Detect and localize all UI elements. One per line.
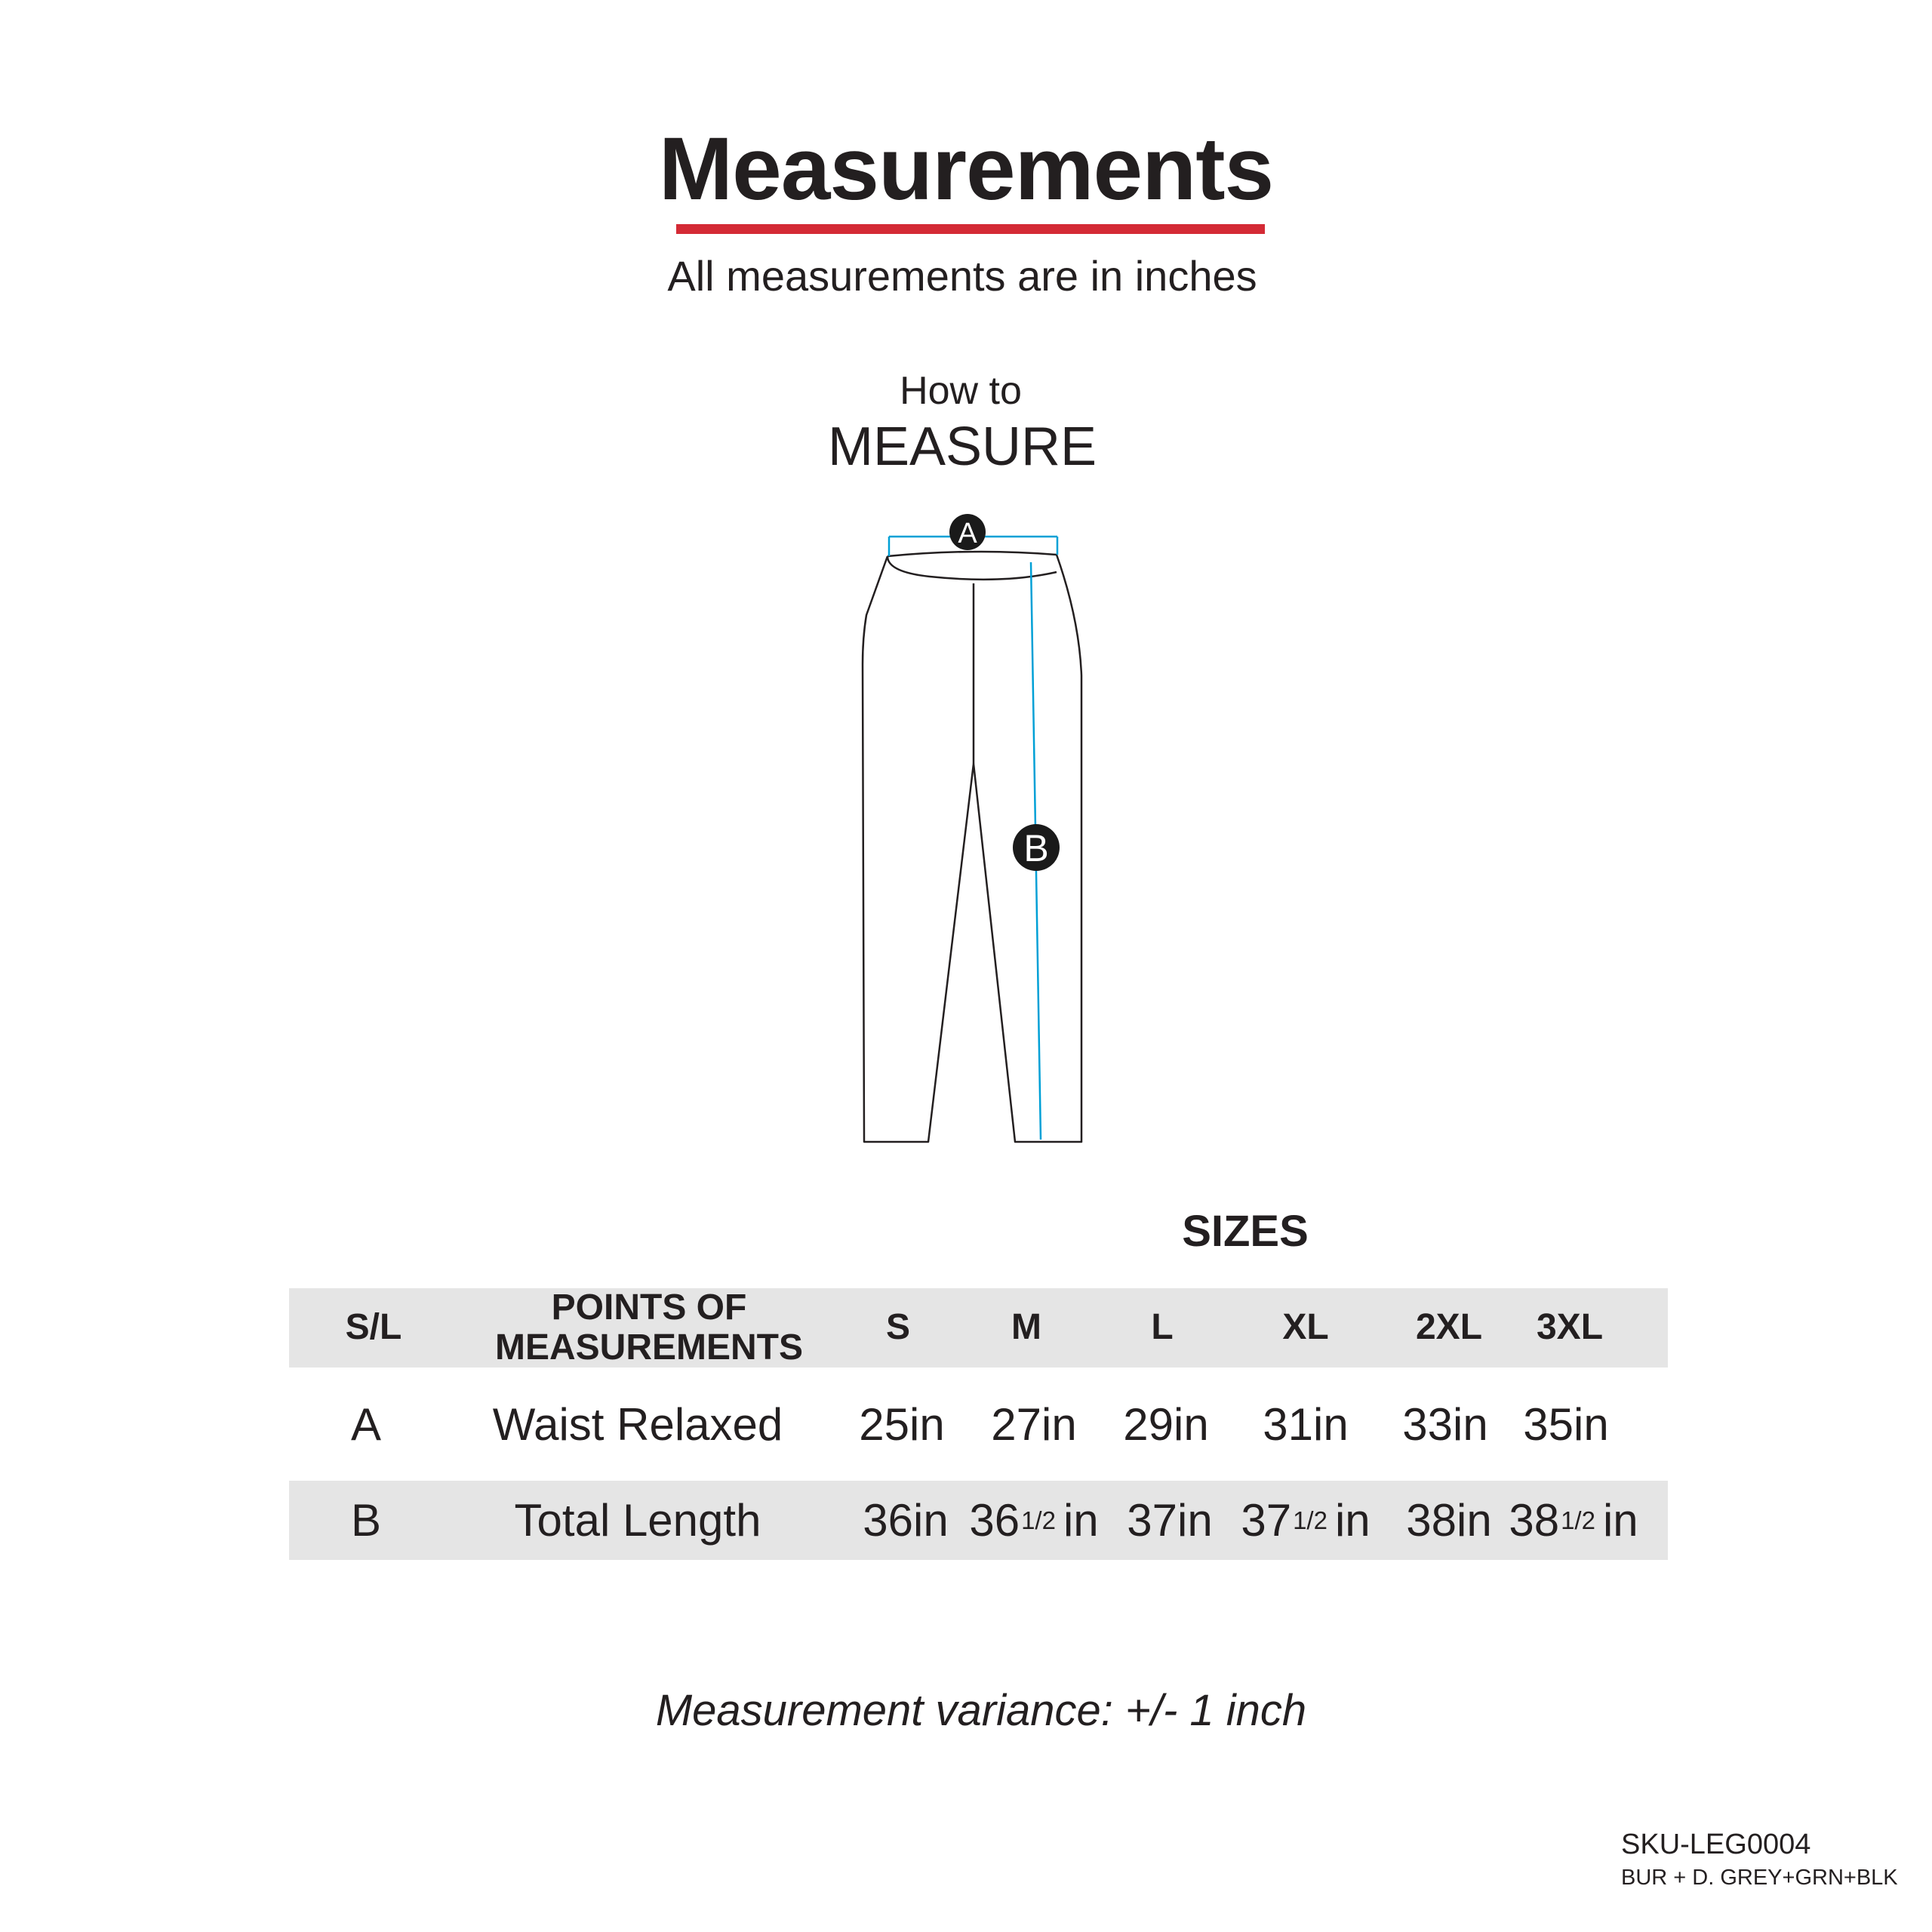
value-s: 36 in — [863, 1494, 949, 1546]
row-code: A — [350, 1398, 382, 1450]
measure-heading: MEASURE — [827, 417, 1097, 477]
value-3xl: 38 1/2 in — [1509, 1494, 1638, 1546]
value-xl: 37 1/2 in — [1241, 1494, 1371, 1546]
sku-code: SKU-LEG0004 — [1621, 1829, 1811, 1860]
page-title: Measurements — [658, 119, 1274, 219]
color-codes: BUR + D. GREY+GRN+BLK — [1621, 1866, 1898, 1890]
variance-note: Measurement variance: +/- 1 inch — [655, 1686, 1307, 1735]
page-subtitle: All measurements are in inches — [667, 252, 1257, 300]
col-header-xl: XL — [1282, 1307, 1329, 1348]
value-l: 29 in — [1123, 1398, 1209, 1450]
col-header-3xl: 3XL — [1536, 1307, 1604, 1348]
value-l: 37 in — [1127, 1494, 1213, 1546]
col-header-s: S — [885, 1307, 910, 1348]
value-m: 27 in — [991, 1398, 1077, 1450]
value-2xl: 33 in — [1402, 1398, 1488, 1450]
col-header-l: L — [1151, 1307, 1174, 1348]
value-3xl: 35 in — [1523, 1398, 1609, 1450]
leggings-diagram — [830, 506, 1102, 1155]
value-s: 25 in — [859, 1398, 945, 1450]
title-underline — [676, 224, 1265, 234]
how-to-label: How to — [900, 369, 1022, 413]
value-xl: 31 in — [1263, 1398, 1349, 1450]
col-header-2xl: 2XL — [1415, 1307, 1483, 1348]
sizes-heading: SIZES — [1182, 1207, 1309, 1256]
svg-text:A: A — [958, 518, 977, 549]
col-header-points: POINTS OF MEASUREMENTS — [494, 1287, 804, 1367]
row-code: B — [350, 1494, 382, 1546]
col-header-sl: S/L — [345, 1307, 402, 1348]
marker-a — [949, 514, 986, 550]
col-header-m: M — [1011, 1307, 1041, 1348]
row-label: Waist Relaxed — [492, 1398, 783, 1450]
value-m: 36 1/2 in — [969, 1494, 1099, 1546]
value-2xl: 38 in — [1406, 1494, 1492, 1546]
waistband-top — [888, 552, 1057, 556]
svg-text:B: B — [1023, 827, 1049, 869]
row-label: Total Length — [514, 1494, 761, 1546]
marker-b — [1013, 824, 1060, 871]
